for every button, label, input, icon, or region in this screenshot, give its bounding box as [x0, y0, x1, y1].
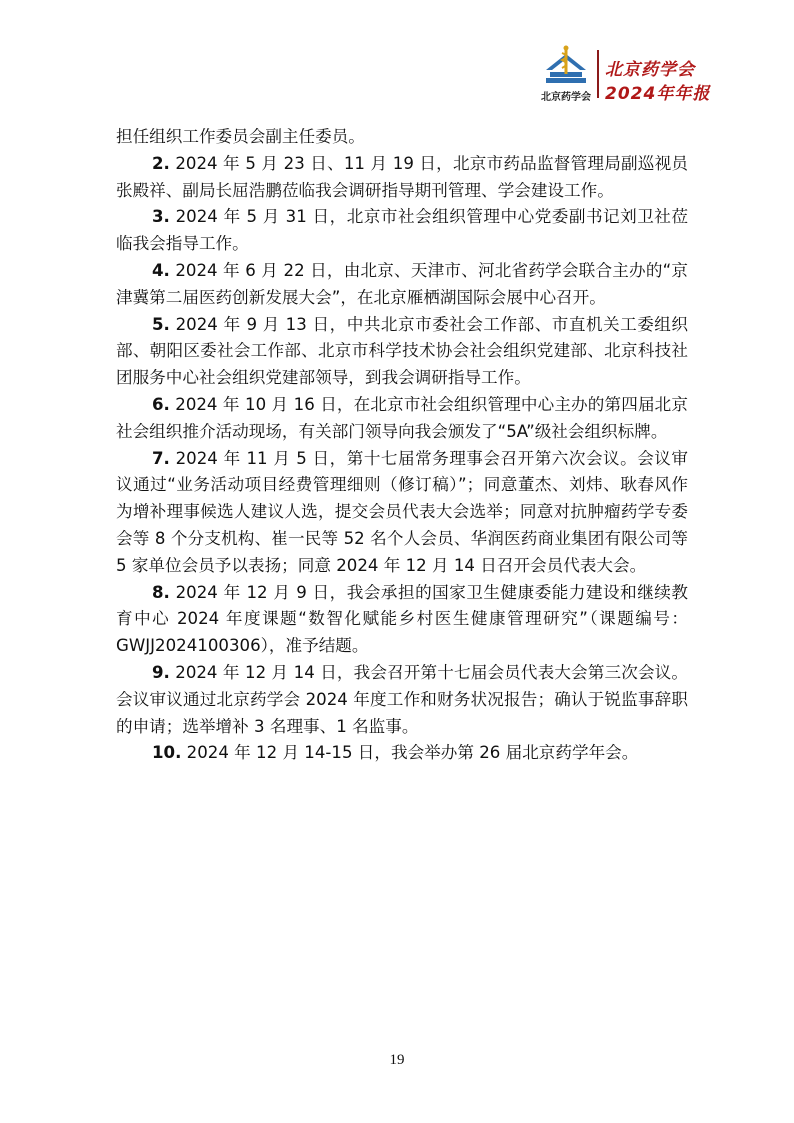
paragraph-text: 2024 年 12 月 14-15 日，我会举办第 26 届北京药学年会。 — [181, 743, 639, 763]
page-header — [0, 0, 794, 110]
paragraph-9 — [116, 660, 688, 740]
header-subtitle: 2024年年报 — [605, 84, 711, 104]
paragraph-text: 2024 年 12 月 9 日，我会承担的国家卫生健康委能力建设和继续教育中心 2024 年度课题“数智化赋能乡村医生健康管理研究”（课题编号：GWJJ2024100306），准予结题。 — [116, 582, 688, 656]
paragraph-1 — [116, 124, 688, 151]
page-body — [116, 124, 688, 767]
paragraph-4 — [116, 258, 688, 312]
paragraph-2 — [116, 151, 688, 205]
society-logo — [542, 44, 590, 88]
item-number: 6. — [152, 394, 170, 414]
item-number: 4. — [152, 260, 170, 280]
header-title: 北京药学会 — [605, 60, 695, 80]
item-number: 2. — [152, 153, 170, 173]
item-number: 3. — [152, 207, 170, 227]
paragraph-text: 2024 年 10 月 16 日，在北京市社会组织管理中心主办的第四届北京社会组织推介活动现场，有关部门领导向我会颁发了“5A”级社会组织标牌。 — [116, 394, 688, 441]
paragraph-text: 2024 年 12 月 14 日，我会召开第十七届会员代表大会第三次会议。会议审议通过北京药学会 2024 年度工作和财务状况报告；确认于锐监事辞职的申请；选举增补 3 名理事、1 名监事。 — [116, 662, 688, 736]
paragraph-text: 2024 年 6 月 22 日，由北京、天津市、河北省药学会联合主办的“京津冀第二届医药创新发展大会”，在北京雁栖湖国际会展中心召开。 — [116, 260, 688, 307]
paragraph-text: 2024 年 11 月 5 日，第十七届常务理事会召开第六次会议。会议审议通过“业务活动项目经费管理细则（修订稿）”；同意董杰、刘炜、耿春风作为增补理事候选人建议人选，提交会员代表大会选举；同意对抗肿瘤药学专委会等 8 个分支机构、崔一民等 52 名个人会员、华润医药商业集团有限公司等 5 家单位会员予以表扬；同意 2024 年 12 月 14 日召开会员代表大会。 — [116, 448, 688, 575]
paragraph-6 — [116, 392, 688, 446]
paragraph-3 — [116, 204, 688, 258]
paragraph-text: 担任组织工作委员会副主任委员。 — [116, 127, 365, 146]
item-number: 10. — [152, 743, 182, 763]
paragraph-8 — [116, 580, 688, 660]
item-number: 9. — [152, 662, 170, 682]
item-number: 5. — [152, 314, 170, 334]
paragraph-7 — [116, 446, 688, 580]
paragraph-text: 2024 年 5 月 23 日、11 月 19 日，北京市药品监督管理局副巡视员张殿祥、副局长屈浩鹏莅临我会调研指导期刊管理、学会建设工作。 — [116, 153, 688, 200]
paragraph-text: 2024 年 9 月 13 日，中共北京市委社会工作部、市直机关工委组织部、朝阳区委社会工作部、北京市科学技术协会社会组织党建部、北京科技社团服务中心社会组织党建部领导，到我会调研指导工作。 — [116, 314, 688, 388]
paragraph-5 — [116, 312, 688, 392]
page-number: 19 — [389, 1052, 405, 1068]
paragraph-10 — [116, 740, 688, 767]
header-divider — [597, 50, 599, 98]
logo-text: 北京药学会 — [541, 92, 591, 103]
item-number: 8. — [152, 582, 170, 602]
item-number: 7. — [152, 448, 170, 468]
paragraph-text: 2024 年 5 月 31 日，北京市社会组织管理中心党委副书记刘卫社莅临我会指导工作。 — [116, 207, 688, 254]
